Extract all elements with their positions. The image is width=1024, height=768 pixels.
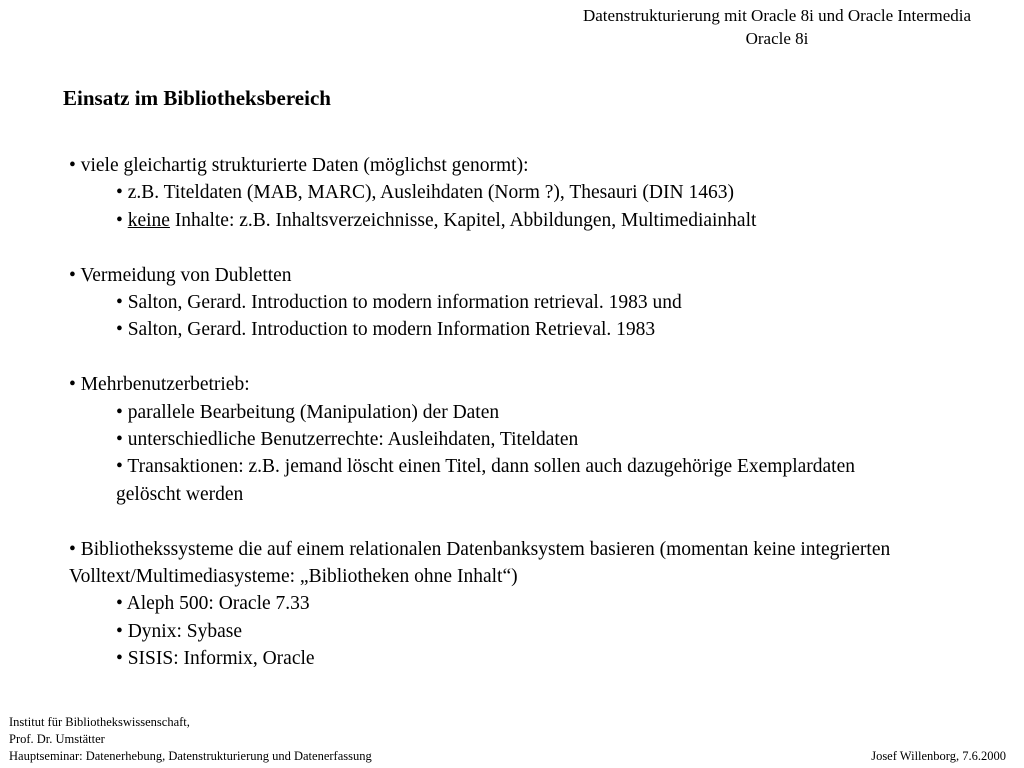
bullet-sub: • SISIS: Informix, Oracle — [116, 648, 315, 670]
page-header — [470, 4, 1024, 50]
bullet-main: • Vermeidung von Dubletten — [69, 264, 292, 286]
bullet-main: • Bibliothekssysteme die auf einem relationalen Datenbanksystem basieren (momentan keine integrierten — [69, 538, 891, 560]
footer-author-date: Josef Willenborg, 7.6.2000 — [871, 749, 1006, 763]
bullet-sub: • z.B. Titeldaten (MAB, MARC), Ausleihdaten (Norm ?), Thesauri (DIN 1463) — [116, 182, 734, 204]
bullet-sub: • parallele Bearbeitung (Manipulation) der Daten — [116, 401, 500, 423]
spacer — [69, 234, 969, 261]
bullet-sub: • Salton, Gerard. Introduction to modern information retrieval. 1983 und — [116, 292, 682, 314]
bullet-main: • Mehrbenutzerbetrieb: — [69, 374, 250, 396]
bullet-sub: • Aleph 500: Oracle 7.33 — [116, 593, 310, 615]
bullet-sub: • Salton, Gerard. Introduction to modern Information Retrieval. 1983 — [116, 319, 656, 341]
footer-professor: Prof. Dr. Umstätter — [9, 732, 105, 746]
bullet-main: • viele gleichartig strukturierte Daten (möglichst genormt): — [69, 155, 529, 176]
footer-seminar: Hauptseminar: Datenerhebung, Datenstrukturierung und Datenerfassung — [9, 749, 372, 763]
content-body — [69, 152, 969, 673]
page-title: Einsatz im Bibliotheksbereich — [63, 86, 331, 110]
bullet-main-continuation: Volltext/Multimediasysteme: „Bibliotheken ohne Inhalt“) — [69, 566, 518, 588]
bullet-sub — [69, 207, 969, 234]
spacer — [69, 508, 969, 535]
bullet-sub: • Transaktionen: z.B. jemand löscht einen Titel, dann sollen auch dazugehörige Exemplardaten — [116, 456, 856, 478]
header-line-1: Datenstrukturierung mit Oracle 8i und Oracle Intermedia — [582, 6, 972, 25]
header-line-2: Oracle 8i — [745, 29, 809, 48]
bullet-prefix: • — [116, 209, 128, 231]
bullet-sub-continuation: gelöscht werden — [116, 483, 244, 505]
bullet-sub: • unterschiedliche Benutzerrechte: Ausleihdaten, Titeldaten — [116, 429, 579, 451]
footer-institute: Institut für Bibliothekswissenschaft, — [9, 715, 190, 729]
footer-left — [9, 714, 372, 765]
spacer — [69, 344, 969, 371]
underlined-word: keine — [127, 209, 170, 231]
bullet-sub: • Dynix: Sybase — [116, 620, 242, 642]
bullet-rest: Inhalte: z.B. Inhaltsverzeichnisse, Kapitel, Abbildungen, Multimediainhalt — [169, 209, 757, 231]
